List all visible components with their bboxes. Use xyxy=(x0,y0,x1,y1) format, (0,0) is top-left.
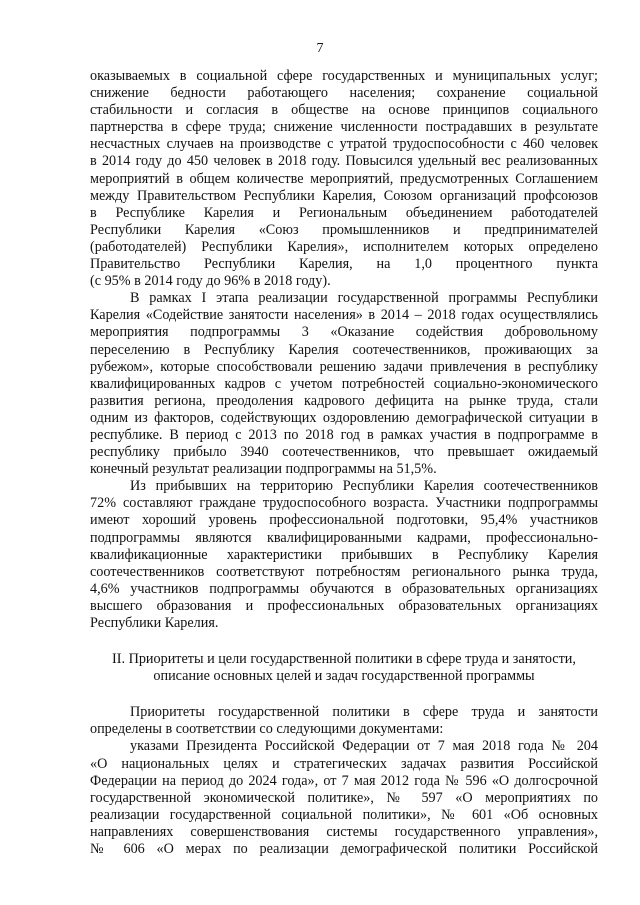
paragraph-5 xyxy=(90,738,598,858)
text-line: рубежом», которые способствовали решению задачи привлечения в республику xyxy=(90,358,598,375)
document-body xyxy=(90,68,598,858)
paragraph-4 xyxy=(90,704,598,738)
text-line: направлениях совершенствования системы государственного управления», xyxy=(90,823,598,840)
text-line: В рамках I этапа реализации государственной программы Республики xyxy=(130,290,598,307)
text-line: определены в соответствии со следующими документами: xyxy=(90,721,444,738)
text-line: 72% составляют граждане трудоспособного возраста. Участники подпрограммы xyxy=(90,495,598,512)
text-line: II. Приоритеты и цели государственной политики в сфере труда и занятости, xyxy=(112,651,576,668)
text-line: развития региона, преодоления кадрового дефицита на рынке труда, стали xyxy=(90,392,598,409)
text-line: республику прибыло 3940 соотечественников, что превышает ожидаемый xyxy=(90,444,598,461)
text-line: Из прибывших на территорию Республики Карелия соотечественников xyxy=(130,478,598,495)
text-line: снижение бедности работающего населения; сохранение социальной xyxy=(90,85,598,102)
text-line: Приоритеты государственной политики в сфере труда и занятости xyxy=(130,704,598,721)
text-line: 4,6% участников подпрограммы обучаются в образовательных организациях xyxy=(90,580,598,597)
paragraph-1 xyxy=(90,68,598,290)
page-number: 7 xyxy=(316,41,324,56)
text-line: конечный результат реализации подпрограммы на 51,5%. xyxy=(90,461,437,478)
text-line: Правительство Республики Карелия, на 1,0 процентного пункта xyxy=(90,256,598,273)
text-line: соотечественников соответствуют потребностям регионального рынка труда, xyxy=(90,563,598,580)
text-line: между Правительством Республики Карелия, Союзом организаций профсоюзов xyxy=(90,187,598,204)
text-line: имеют хороший уровень профессиональной подготовки, 95,4% участников xyxy=(90,512,598,529)
text-line: несчастных случаев на производстве с утратой трудоспособности с 460 человек xyxy=(90,136,598,153)
text-line: указами Президента Российской Федерации от 7 мая 2018 года № 204 xyxy=(130,738,598,755)
text-line: стабильности и согласия в обществе на основе принципов социального xyxy=(90,102,598,119)
text-line: в 2014 году до 450 человек в 2018 году. Повысился удельный вес реализованных xyxy=(90,153,598,170)
text-line: реализации государственной социальной политики», № 601 «Об основных xyxy=(90,806,598,823)
text-line: государственной экономической политике», № 597 «О мероприятиях по xyxy=(90,789,598,806)
text-line: подпрограммы являются квалифицированными кадрами, профессионально- xyxy=(90,529,598,546)
text-line: республике. В период с 2013 по 2018 год в рамках участия в подпрограмме в xyxy=(90,426,598,443)
text-line: квалифицированных кадров с учетом потребностей социально-экономического xyxy=(90,375,598,392)
text-line: Республики Карелия «Союз промышленников и предпринимателей xyxy=(90,221,598,238)
text-line: мероприятия подпрограммы 3 «Оказание содействия добровольному xyxy=(90,324,598,341)
text-line: высшего образования и профессиональных образовательных организациях xyxy=(90,597,598,614)
text-line: одним из факторов, содействующих оздоровлению демографической ситуации в xyxy=(90,409,598,426)
text-line: оказываемых в социальной сфере государственных и муниципальных услуг; xyxy=(90,68,598,84)
text-line: Федерации на период до 2024 года», от 7 мая 2012 года № 596 «О долгосрочной xyxy=(90,772,598,789)
text-line: переселению в Республику Карелия соотечественников, проживающих за xyxy=(90,341,598,358)
section-heading xyxy=(90,651,598,685)
text-line: Республики Карелия. xyxy=(90,615,219,631)
text-line: (с 95% в 2014 году до 96% в 2018 году). xyxy=(90,273,331,290)
text-line: Карелия «Содействие занятости населения» в 2014 – 2018 годах осуществлялись xyxy=(90,307,598,324)
paragraph-3 xyxy=(90,478,598,632)
text-line: партнерства в сфере труда; снижение численности пострадавших в результате xyxy=(90,119,598,136)
text-line: квалификационные характеристики прибывших в Республику Карелия xyxy=(90,546,598,563)
text-line: № 606 «О мерах по реализации демографической политики Российской xyxy=(90,841,598,858)
text-line: мероприятий в общем количестве мероприятий, предусмотренных Соглашением xyxy=(90,170,598,187)
text-line: в Республике Карелия и Региональным объединением работодателей xyxy=(90,204,598,221)
text-line: (работодателей) Республики Карелия», исполнителем которых определено xyxy=(90,238,598,255)
paragraph-2 xyxy=(90,290,598,478)
text-line: описание основных целей и задач государственной программы xyxy=(153,668,535,685)
text-line: «О национальных целях и стратегических задачах развития Российской xyxy=(90,755,598,772)
